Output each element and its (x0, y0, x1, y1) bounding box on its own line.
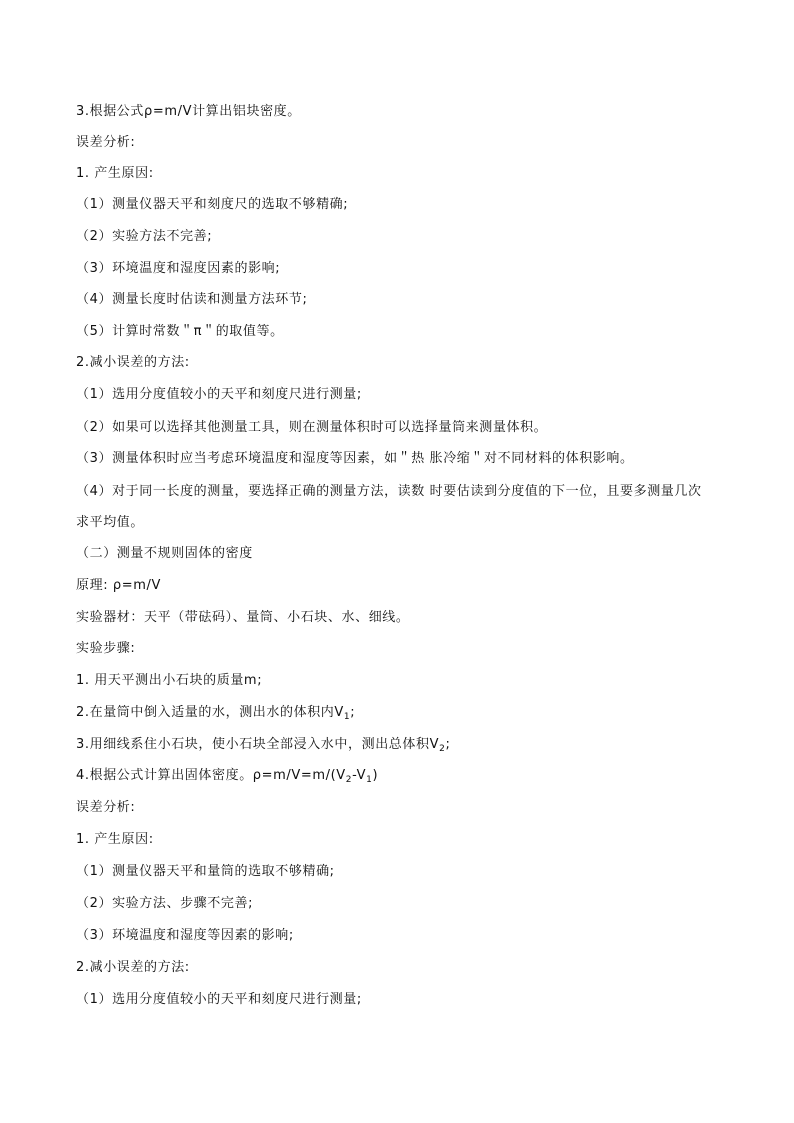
list-item: （1）测量仪器天平和刻度尺的选取不够精确; (76, 197, 349, 212)
subheading: 1. 产生原因: (76, 166, 154, 181)
list-item: （2）实验方法、步骤不完善; (76, 896, 254, 911)
step-text: ; (445, 737, 451, 752)
list-item: （5）计算时常数＂π＂的取值等。 (76, 324, 284, 339)
step-text: 2.在量筒中倒入适量的水，测出水的体积内V (76, 705, 344, 720)
list-item: （1）选用分度值较小的天平和刻度尺进行测量; (76, 387, 362, 402)
list-item: （2）如果可以选择其他测量工具，则在测量体积时可以选择量筒来测量体积。 (76, 420, 548, 435)
subheading: 2.减小误差的方法: (76, 960, 190, 975)
section-heading: 实验步骤: (76, 641, 136, 656)
list-item: （1）测量仪器天平和量筒的选取不够精确; (76, 864, 335, 879)
subheading: 2.减小误差的方法: (76, 355, 190, 370)
section-heading: 误差分析: (76, 800, 136, 815)
paragraph: 3.根据公式ρ=m/V计算出铝块密度。 (76, 104, 301, 119)
step-text: ) (372, 768, 379, 783)
subscript: 2 (345, 775, 353, 785)
subheading: 1. 产生原因: (76, 832, 154, 847)
list-item: （3）测量体积时应当考虑环境温度和湿度等因素，如＂热 胀冷缩＂对不同材料的体积影响。 (76, 451, 634, 466)
list-item: （4）测量长度时估读和测量方法环节; (76, 292, 308, 307)
step-item (76, 705, 355, 721)
step-text: -V (352, 768, 367, 783)
step-item (76, 737, 450, 753)
list-item-continuation: 求平均值。 (76, 515, 145, 530)
step-text: 3.用细线系住小石块，使小石块全部浸入水中，测出总体积V (76, 737, 440, 752)
paragraph: 原理: ρ=m/V (76, 578, 161, 593)
list-item: （3）环境温度和湿度因素的影响; (76, 261, 281, 276)
subscript: 1 (366, 775, 373, 785)
list-item: （4）对于同一长度的测量，要选择正确的测量方法，读数 时要估读到分度值的下一位，且要多测量几次 (76, 484, 702, 499)
paragraph: 实验器材：天平（带砝码）、量筒、小石块、水、细线。 (76, 610, 410, 625)
step-item: 1. 用天平测出小石块的质量m; (76, 673, 263, 688)
list-item: （3）环境温度和湿度等因素的影响; (76, 928, 294, 943)
step-item (76, 768, 378, 784)
list-item: （2）实验方法不完善; (76, 229, 213, 244)
subscript: 1 (343, 712, 351, 722)
step-text: ; (350, 705, 356, 720)
list-item: （1）选用分度值较小的天平和刻度尺进行测量; (76, 992, 362, 1007)
section-heading: 误差分析: (76, 135, 136, 150)
subscript: 2 (439, 744, 446, 754)
step-text: 4.根据公式计算出固体密度。ρ=m/V=m/(V (76, 768, 346, 783)
section-heading: （二）测量不规则固体的密度 (76, 546, 253, 561)
